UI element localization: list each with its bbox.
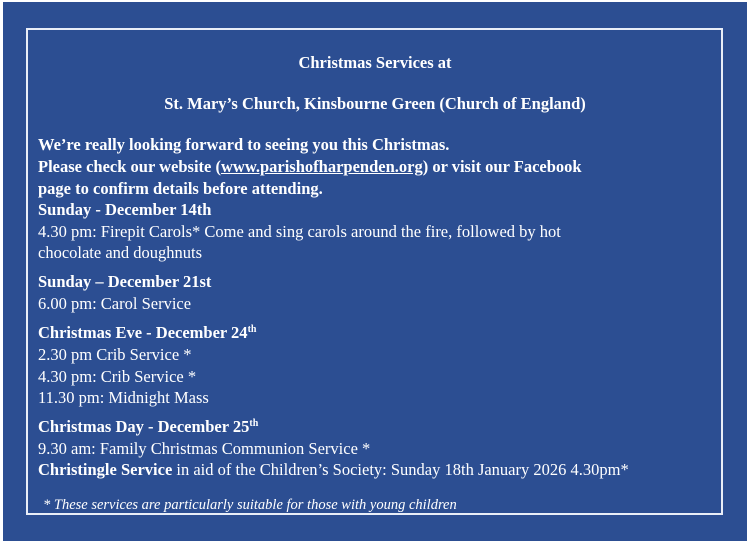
- intro-line-1: We’re really looking forward to seeing you this Christmas.: [38, 135, 450, 154]
- notice-panel: [3, 2, 747, 541]
- intro-line-2: [38, 156, 582, 178]
- website-link[interactable]: www.parishofharpenden.org: [221, 157, 423, 176]
- sunday-14-line-2: chocolate and doughnuts: [38, 243, 203, 262]
- christingle-bold: Christingle Service: [38, 460, 173, 479]
- intro-text-b: ) or visit our Facebook: [422, 157, 582, 176]
- intro-text-a: Please check our website (: [38, 157, 221, 176]
- sunday-21-heading: Sunday – December 21st: [38, 272, 212, 291]
- title-line-2: St. Mary’s Church, Kinsbourne Green (Church of England): [164, 94, 586, 113]
- title-line-1: Christmas Services at: [298, 53, 452, 72]
- christmas-day-heading-sup: th: [249, 418, 259, 429]
- christmas-eve-line-3: 11.30 pm: Midnight Mass: [38, 388, 209, 407]
- sunday-21-line-1: 6.00 pm: Carol Service: [38, 294, 192, 313]
- christmas-eve-line-2: 4.30 pm: Crib Service *: [38, 367, 197, 386]
- sunday-14-line-1: 4.30 pm: Firepit Carols* Come and sing carols around the fire, followed by hot: [38, 222, 561, 241]
- christmas-day-heading: [38, 416, 258, 438]
- christmas-eve-heading: [38, 322, 256, 344]
- christmas-day-heading-text: Christmas Day - December 25: [38, 417, 250, 436]
- christingle-line: [38, 459, 629, 481]
- christmas-eve-heading-sup: th: [247, 324, 257, 335]
- sunday-14-heading: Sunday - December 14th: [38, 200, 212, 219]
- christmas-eve-heading-text: Christmas Eve - December 24: [38, 323, 248, 342]
- christmas-eve-line-1: 2.30 pm Crib Service *: [38, 345, 192, 364]
- intro-line-3: page to confirm details before attending.: [38, 179, 323, 198]
- christingle-rest: in aid of the Children’s Society: Sunday 18th January 2026 4.30pm*: [172, 460, 629, 479]
- footnote: * These services are particularly suitable for those with young children: [43, 497, 457, 513]
- christmas-day-line-1: 9.30 am: Family Christmas Communion Service *: [38, 439, 371, 458]
